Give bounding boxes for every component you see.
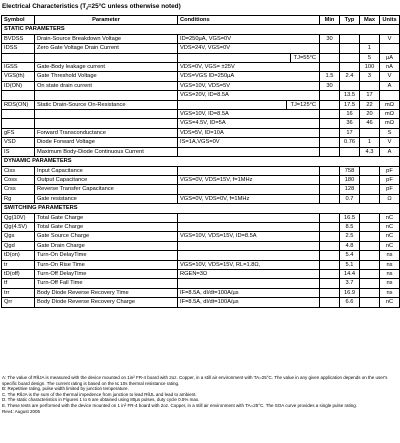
typ-cell: [340, 63, 360, 72]
max-cell: [360, 222, 380, 231]
typ-cell: 36: [340, 119, 360, 128]
footnote-b: B: Repetitive rating, pulse width limited by junction temperature.: [2, 386, 129, 392]
max-cell: [360, 81, 380, 90]
table-row: [2, 138, 400, 147]
min-cell: [320, 251, 340, 260]
max-cell: [360, 232, 380, 241]
symbol-cell: [2, 119, 35, 128]
min-cell: [320, 91, 340, 100]
typ-cell: [340, 53, 360, 62]
parameter-cell: Turn-Off DelayTime: [35, 269, 178, 278]
min-cell: 1.5: [320, 72, 340, 81]
unit-cell: nC: [380, 232, 400, 241]
table-row: [2, 269, 400, 278]
conditions-cell: VGS=0V, VDS=0V, f=1MHz: [178, 194, 320, 203]
min-cell: [320, 288, 340, 297]
parameter-cell: [35, 91, 178, 100]
parameter-cell: Gate-Body leakage current: [35, 63, 178, 72]
table-row: [2, 194, 400, 203]
header-row: [2, 16, 400, 25]
table-row: [2, 34, 400, 43]
parameter-cell: Turn-On Rise Time: [35, 260, 178, 269]
conditions-cell: [178, 251, 320, 260]
typ-cell: 128: [340, 185, 360, 194]
max-cell: 46: [360, 119, 380, 128]
table-row: [2, 232, 400, 241]
section-static: STATIC PARAMETERS: [2, 25, 400, 34]
table-row: [2, 213, 400, 222]
unit-cell: ns: [380, 251, 400, 260]
min-cell: [320, 279, 340, 288]
min-cell: [320, 298, 340, 307]
typ-cell: 0.7: [340, 194, 360, 203]
max-cell: [360, 251, 380, 260]
table-row: [2, 260, 400, 269]
symbol-cell: Qgd: [2, 241, 35, 250]
max-cell: 20: [360, 110, 380, 119]
min-cell: 30: [320, 81, 340, 90]
symbol-cell: Crss: [2, 185, 35, 194]
symbol-cell: tf: [2, 279, 35, 288]
min-cell: [320, 232, 340, 241]
conditions-cell: [178, 100, 320, 109]
symbol-cell: Qg(10V): [2, 213, 35, 222]
max-cell: 4.3: [360, 147, 380, 156]
parameter-cell: Turn-Off Fall Time: [35, 279, 178, 288]
table-row: [2, 72, 400, 81]
unit-cell: nC: [380, 298, 400, 307]
symbol-cell: trr: [2, 288, 35, 297]
min-cell: [320, 53, 340, 62]
parameter-cell: Static Drain-Source On-Resistance: [35, 100, 178, 109]
max-cell: [360, 241, 380, 250]
symbol-cell: Qrr: [2, 298, 35, 307]
unit-cell: [380, 91, 400, 100]
typ-cell: [340, 81, 360, 90]
conditions-cell: IF=8.5A, dI/dt=100A/µs: [178, 288, 320, 297]
max-cell: [360, 260, 380, 269]
unit-cell: ns: [380, 260, 400, 269]
table-row: [2, 241, 400, 250]
unit-cell: A: [380, 147, 400, 156]
parameter-cell: Maximum Body-Diode Continuous Current: [35, 147, 178, 156]
conditions-cell: VDS=5V, ID=10A: [178, 128, 320, 137]
header-symbol: Symbol: [2, 16, 35, 25]
revision: Rev4: August 2005: [2, 408, 41, 414]
footnotes: [2, 375, 398, 414]
min-cell: [320, 63, 340, 72]
unit-cell: V: [380, 72, 400, 81]
symbol-cell: [2, 110, 35, 119]
max-cell: [360, 288, 380, 297]
symbol-cell: IDSS: [2, 44, 35, 53]
max-cell: [360, 279, 380, 288]
table-row: [2, 100, 400, 109]
table-row: [2, 175, 400, 184]
unit-cell: mΩ: [380, 100, 400, 109]
parameter-cell: Body Diode Reverse Recovery Time: [35, 288, 178, 297]
parameter-cell: [35, 53, 178, 62]
symbol-cell: tD(off): [2, 269, 35, 278]
footnote-a: A: The value of RθJA is measured with the device mounted on 1in² FR-4 board with 2oz. Copper, in a still air environment with TA=25°C. The value in any given application depends on the user's specific board design. The current rating is based on the t≤ 10s thermal resistance rating.: [2, 375, 388, 386]
typ-cell: 5.1: [340, 260, 360, 269]
max-cell: 3: [360, 72, 380, 81]
parameter-cell: Body Diode Reverse Recovery Charge: [35, 298, 178, 307]
max-cell: [360, 298, 380, 307]
table-row: [2, 166, 400, 175]
typ-cell: [340, 147, 360, 156]
footnote-c: C. The RθJA is the sum of the thermal impedence from junction to lead RθJL and lead to ambient.: [2, 391, 197, 397]
temperature-condition: TJ=125°C: [286, 101, 319, 109]
min-cell: [320, 241, 340, 250]
symbol-cell: Rg: [2, 194, 35, 203]
section-switching: SWITCHING PARAMETERS: [2, 204, 400, 213]
max-cell: 22: [360, 100, 380, 109]
table-row: [2, 147, 400, 156]
max-cell: 5: [360, 53, 380, 62]
typ-cell: 6.6: [340, 298, 360, 307]
parameter-cell: Diode Forward Voltage: [35, 138, 178, 147]
parameter-cell: Output Capacitance: [35, 175, 178, 184]
table-row: [2, 298, 400, 307]
parameter-cell: Gate Source Charge: [35, 232, 178, 241]
table-row: [2, 63, 400, 72]
min-cell: [320, 260, 340, 269]
parameter-cell: Zero Gate Voltage Drain Current: [35, 44, 178, 53]
symbol-cell: IGSS: [2, 63, 35, 72]
section-row: [2, 204, 400, 213]
min-cell: [320, 44, 340, 53]
footnote-d: D. The static characteristics in Figures 1 to 6 are obtained using 80µs pulses, duty cycle 0.5% max.: [2, 397, 200, 403]
max-cell: [360, 194, 380, 203]
min-cell: [320, 128, 340, 137]
table-row: [2, 279, 400, 288]
typ-cell: 14.4: [340, 269, 360, 278]
min-cell: [320, 100, 340, 109]
symbol-cell: tD(on): [2, 251, 35, 260]
min-cell: [320, 138, 340, 147]
max-cell: [360, 269, 380, 278]
unit-cell: V: [380, 34, 400, 43]
min-cell: [320, 185, 340, 194]
min-cell: [320, 119, 340, 128]
unit-cell: pF: [380, 166, 400, 175]
conditions-cell: [178, 279, 320, 288]
section-row: [2, 25, 400, 34]
parameter-cell: Gate resistance: [35, 194, 178, 203]
typ-cell: [340, 34, 360, 43]
table-row: [2, 110, 400, 119]
conditions-cell: IF=8.5A, dI/dt=100A/µs: [178, 298, 320, 307]
max-cell: [360, 166, 380, 175]
typ-cell: 13.5: [340, 91, 360, 100]
symbol-cell: [2, 53, 35, 62]
unit-cell: nC: [380, 222, 400, 231]
typ-cell: 17.5: [340, 100, 360, 109]
conditions-cell: [178, 222, 320, 231]
conditions-cell: VDS=24V, VGS=0V: [178, 44, 320, 53]
conditions-cell: [178, 53, 320, 62]
conditions-cell: VGS=10V, VDS=15V, RL=1.8Ω,: [178, 260, 320, 269]
symbol-cell: Coss: [2, 175, 35, 184]
parameter-cell: Turn-On DelayTime: [35, 251, 178, 260]
min-cell: [320, 269, 340, 278]
footnote-e: E. These tests are performed with the device mounted on 1 in² FR-4 board with 2oz. Copper, in a still air environment with TA=25°C. The SOA curve provides a single pulse rating.: [2, 402, 358, 408]
unit-cell: S: [380, 128, 400, 137]
parameter-cell: [35, 119, 178, 128]
table-row: [2, 53, 400, 62]
symbol-cell: [2, 91, 35, 100]
symbol-cell: VGS(th): [2, 72, 35, 81]
typ-cell: 8.5: [340, 222, 360, 231]
min-cell: [320, 166, 340, 175]
table-row: [2, 251, 400, 260]
table-row: [2, 44, 400, 53]
min-cell: [320, 222, 340, 231]
typ-cell: 16: [340, 110, 360, 119]
parameter-cell: Input Capacitance: [35, 166, 178, 175]
max-cell: 17: [360, 91, 380, 100]
typ-cell: 16.5: [340, 213, 360, 222]
unit-cell: pF: [380, 185, 400, 194]
conditions-cell: [178, 166, 320, 175]
typ-cell: 3.7: [340, 279, 360, 288]
unit-cell: µA: [380, 53, 400, 62]
typ-cell: 17: [340, 128, 360, 137]
header-conditions: Conditions: [178, 16, 320, 25]
symbol-cell: BVDSS: [2, 34, 35, 43]
unit-cell: nC: [380, 213, 400, 222]
table-row: [2, 81, 400, 90]
conditions-cell: VDS=0V, VGS= ±25V: [178, 63, 320, 72]
unit-cell: ns: [380, 288, 400, 297]
unit-cell: A: [380, 81, 400, 90]
unit-cell: [380, 44, 400, 53]
symbol-cell: VSD: [2, 138, 35, 147]
symbol-cell: IS: [2, 147, 35, 156]
max-cell: [360, 213, 380, 222]
max-cell: 1: [360, 44, 380, 53]
symbol-cell: ID(ON): [2, 81, 35, 90]
header-max: Max: [360, 16, 380, 25]
min-cell: [320, 147, 340, 156]
typ-cell: 16.9: [340, 288, 360, 297]
conditions-cell: VGS=0V, VDS=15V, f=1MHz: [178, 175, 320, 184]
symbol-cell: Ciss: [2, 166, 35, 175]
symbol-cell: Qgs: [2, 232, 35, 241]
symbol-cell: tr: [2, 260, 35, 269]
section-dynamic: DYNAMIC PARAMETERS: [2, 157, 400, 166]
table-row: [2, 128, 400, 137]
header-min: Min: [320, 16, 340, 25]
conditions-cell: VGS=4.5V, ID=5A: [178, 119, 320, 128]
min-cell: 30: [320, 34, 340, 43]
parameter-cell: Drain-Source Breakdown Voltage: [35, 34, 178, 43]
table-row: [2, 222, 400, 231]
unit-cell: ns: [380, 279, 400, 288]
conditions-cell: VGS=20V, ID=8.5A: [178, 91, 320, 100]
conditions-cell: VGS=10V, VDS=15V, ID=8.5A: [178, 232, 320, 241]
unit-cell: ns: [380, 269, 400, 278]
typ-cell: 4.8: [340, 241, 360, 250]
unit-cell: V: [380, 138, 400, 147]
typ-cell: 5.4: [340, 251, 360, 260]
header-units: Units: [380, 16, 400, 25]
typ-cell: [340, 44, 360, 53]
conditions-cell: VGS=10V, ID=8.5A: [178, 110, 320, 119]
parameter-cell: Reverse Transfer Capacitance: [35, 185, 178, 194]
unit-cell: mΩ: [380, 110, 400, 119]
conditions-cell: VGS=10V, VDS=5V: [178, 81, 320, 90]
unit-cell: Ω: [380, 194, 400, 203]
parameter-cell: [35, 110, 178, 119]
header-parameter: Parameter: [35, 16, 178, 25]
min-cell: [320, 175, 340, 184]
parameter-cell: Gate Drain Charge: [35, 241, 178, 250]
conditions-cell: ID=250µA, VGS=0V: [178, 34, 320, 43]
max-cell: 1: [360, 138, 380, 147]
conditions-cell: [178, 185, 320, 194]
typ-cell: 2.4: [340, 72, 360, 81]
max-cell: [360, 34, 380, 43]
max-cell: [360, 128, 380, 137]
temperature-condition: TJ=55°C: [290, 54, 319, 62]
conditions-cell: RGEN=3Ω: [178, 269, 320, 278]
parameter-cell: On state drain current: [35, 81, 178, 90]
min-cell: [320, 110, 340, 119]
conditions-cell: IS=1A,VGS=0V: [178, 138, 320, 147]
unit-cell: pF: [380, 175, 400, 184]
table-row: [2, 91, 400, 100]
typ-cell: 2.5: [340, 232, 360, 241]
max-cell: [360, 185, 380, 194]
conditions-cell: VDS=VGS ID=250µA: [178, 72, 320, 81]
table-title: Electrical Characteristics (T⁁=25°C unless otherwise noted): [2, 3, 181, 10]
typ-cell: 180: [340, 175, 360, 184]
typ-cell: 758: [340, 166, 360, 175]
parameter-cell: Forward Transconductance: [35, 128, 178, 137]
conditions-cell: [178, 147, 320, 156]
parameter-cell: Gate Threshold Voltage: [35, 72, 178, 81]
table-row: [2, 119, 400, 128]
table-row: [2, 288, 400, 297]
unit-cell: nC: [380, 241, 400, 250]
conditions-cell: [178, 241, 320, 250]
header-typ: Typ: [340, 16, 360, 25]
section-row: [2, 157, 400, 166]
parameter-cell: Total Gate Charge: [35, 213, 178, 222]
table-row: [2, 185, 400, 194]
unit-cell: mΩ: [380, 119, 400, 128]
conditions-cell: [178, 213, 320, 222]
min-cell: [320, 213, 340, 222]
min-cell: [320, 194, 340, 203]
electrical-characteristics-table: [1, 15, 400, 308]
symbol-cell: Qg(4.5V): [2, 222, 35, 231]
max-cell: 100: [360, 63, 380, 72]
max-cell: [360, 175, 380, 184]
unit-cell: nA: [380, 63, 400, 72]
parameter-cell: Total Gate Charge: [35, 222, 178, 231]
typ-cell: 0.76: [340, 138, 360, 147]
symbol-cell: RDS(ON): [2, 100, 35, 109]
symbol-cell: gFS: [2, 128, 35, 137]
